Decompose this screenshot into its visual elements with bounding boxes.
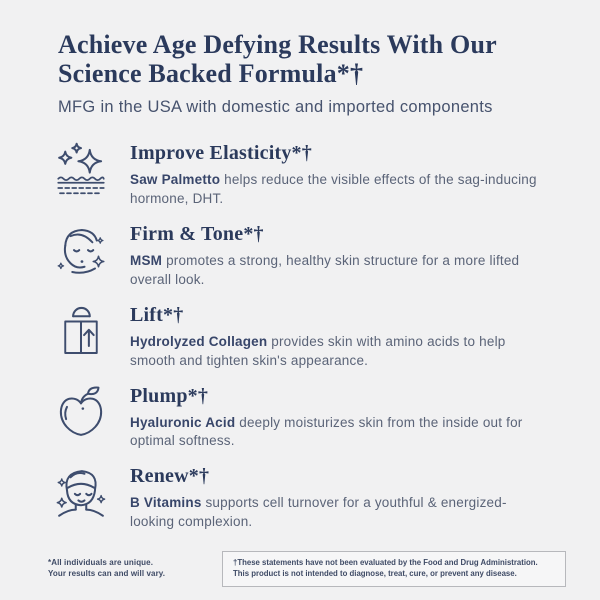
feature-keyword: MSM	[130, 253, 163, 268]
results-footnote	[48, 558, 165, 580]
feature-description-text: provides skin with amino acids to help smooth and tighten skin's appearance.	[130, 333, 506, 368]
feature-item-plump	[52, 384, 566, 452]
page-subtitle: MFG in the USA with domestic and imported components	[58, 98, 493, 117]
feature-title: Plump*†	[130, 384, 209, 407]
spa-face-icon	[52, 464, 110, 522]
elevator-icon	[52, 303, 110, 361]
fda-disclaimer-line1: †These statements have not been evaluated by the Food and Drug Administration.	[233, 558, 538, 568]
feature-title: Firm & Tone*†	[130, 223, 264, 245]
page-title-line2: Science Backed Formula*†	[58, 59, 364, 89]
face-sparkle-icon	[52, 222, 110, 280]
feature-description	[130, 494, 548, 532]
feature-item-renew	[52, 464, 566, 532]
feature-list	[52, 141, 566, 532]
feature-description-text: deeply moisturizes skin from the inside out for optimal softness.	[130, 414, 523, 449]
feature-item-lift	[52, 303, 566, 371]
feature-keyword: Hyaluronic Acid	[130, 414, 236, 430]
results-footnote-line1: *All individuals are unique.	[48, 558, 154, 568]
feature-item-elasticity	[52, 141, 566, 209]
feature-text-block	[130, 222, 548, 290]
skin-sparkle-icon	[52, 141, 110, 199]
feature-keyword: Saw Palmetto	[130, 172, 221, 188]
feature-title: Lift*†	[130, 303, 184, 326]
feature-description	[130, 252, 548, 290]
feature-description-text: promotes a strong, healthy skin structure for a more lifted overall look.	[130, 253, 520, 287]
peach-icon	[52, 384, 110, 442]
feature-description	[130, 414, 548, 452]
footer	[48, 551, 566, 587]
feature-text-block	[130, 384, 548, 452]
feature-title: Improve Elasticity*†	[130, 142, 312, 165]
feature-text-block	[130, 464, 548, 532]
feature-text-block	[130, 303, 548, 371]
feature-description-text: helps reduce the visible effects of the sag-inducing hormone, DHT.	[130, 172, 537, 207]
header	[0, 0, 600, 117]
fda-disclaimer-box	[222, 551, 566, 587]
feature-description	[130, 333, 548, 371]
feature-keyword: Hydrolyzed Collagen	[130, 333, 268, 349]
feature-title: Renew*†	[130, 465, 210, 488]
feature-item-firm-tone	[52, 222, 566, 290]
page-title	[58, 30, 560, 88]
feature-description	[130, 171, 548, 209]
fda-disclaimer-line2: This product is not intended to diagnose, treat, cure, or prevent any disease.	[233, 569, 517, 579]
feature-description-text: supports cell turnover for a youthful & energized-looking complexion.	[130, 495, 507, 530]
results-footnote-line2: Your results can and will vary.	[48, 569, 166, 579]
feature-text-block	[130, 141, 548, 209]
page-title-line1: Achieve Age Defying Results With Our	[58, 30, 497, 59]
feature-keyword: B Vitamins	[130, 495, 202, 511]
